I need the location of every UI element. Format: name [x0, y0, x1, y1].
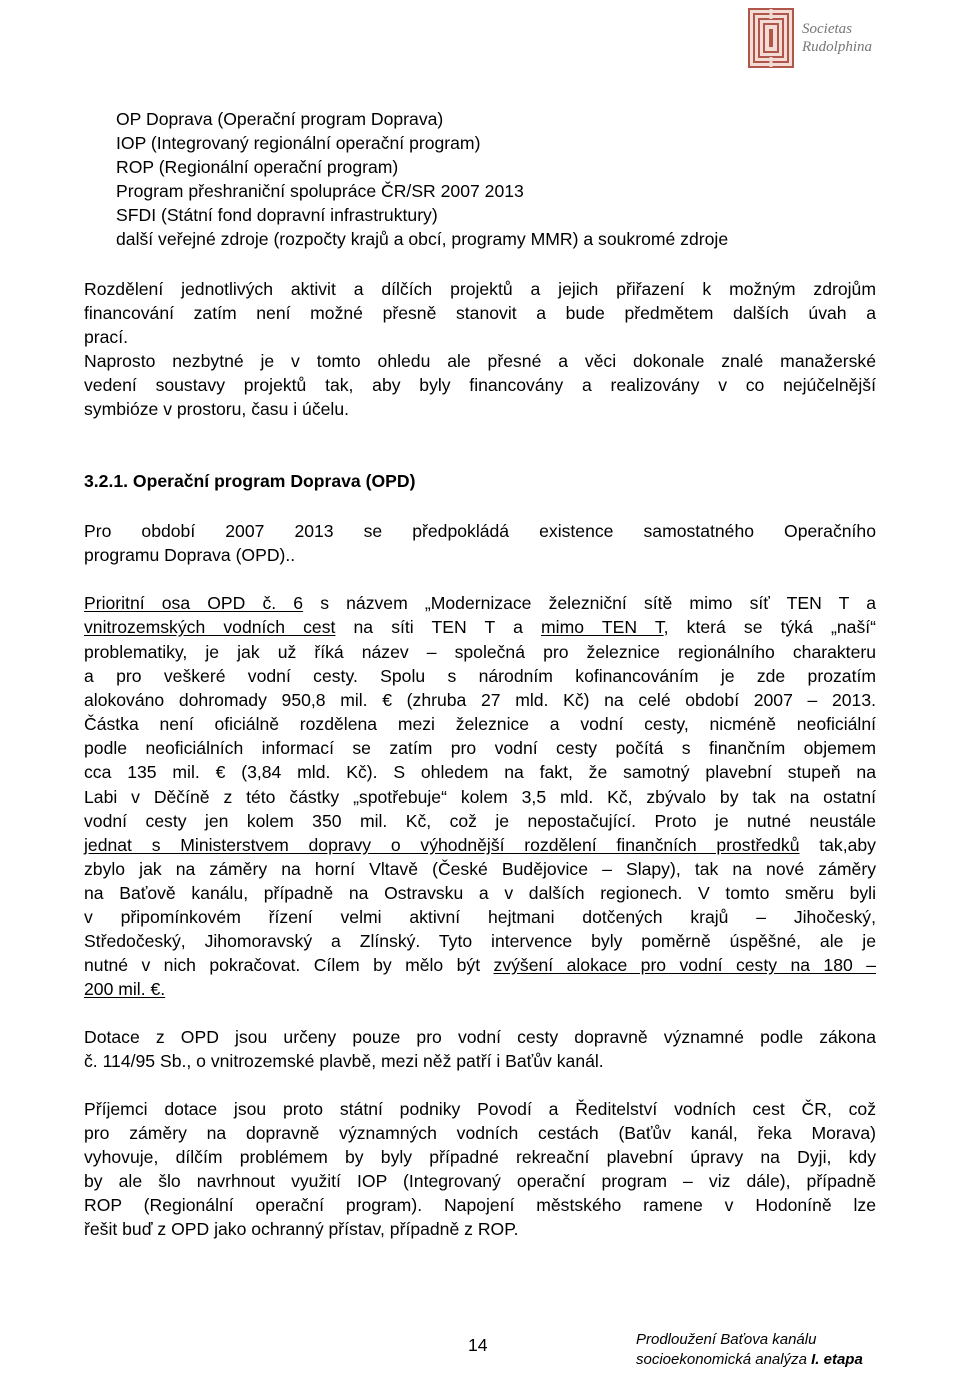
funding-source-item: další veřejné zdroje (rozpočty krajů a obcí, programy MMR) a soukromé zdroje	[116, 229, 729, 249]
logo-line-1: Societas	[802, 21, 852, 37]
paragraph-line	[84, 592, 876, 614]
paragraph-line: zbylo jak na záměry na horní Vltavě (České Budějovice – Slapy), tak na nové záměry	[84, 859, 876, 879]
priority-axis-link-text: Prioritní osa OPD č. 6	[84, 593, 304, 613]
paragraph-line: Částka není oficiálně rozdělena mezi železnice a vodní cesty, nicméně neoficiální	[84, 714, 876, 734]
paragraph-line: řešit buď z OPD jako ochranný přístav, případně z ROP.	[84, 1219, 519, 1239]
paragraph-line: vyhovuje, dílčím problémem by byly případné rekreační plavební úpravy na Dyji, kdy	[84, 1147, 876, 1167]
funding-source-item: OP Doprava (Operační program Doprava)	[116, 109, 444, 129]
societas-logo	[748, 8, 888, 68]
funding-source-item: IOP (Integrovaný regionální operační program)	[116, 133, 481, 153]
paragraph-line: podle neoficiálních informací se zatím pro vodní cesty počítá s finančním objemem	[84, 738, 876, 758]
paragraph-line: financování zatím není možné přesně stanovit a bude předmětem dalších úvah a	[84, 303, 876, 323]
paragraph-line	[84, 978, 165, 1000]
paragraph-text: , která se týká „naší“	[663, 617, 876, 637]
paragraph-line: č. 114/95 Sb., o vnitrozemské plavbě, mezi něž patří i Baťův kanál.	[84, 1051, 604, 1071]
paragraph-text: tak,aby	[799, 835, 876, 855]
paragraph-line: vodní cesty jen kolem 350 mil. Kč, což je nepostačující. Proto je nutné neustále	[84, 811, 876, 831]
funding-source-item: Program přeshraniční spolupráce ČR/SR 2007 2013	[116, 181, 524, 201]
paragraph-line: Pro období 2007 2013 se předpokládá existence samostatného Operačního	[84, 521, 876, 541]
paragraph-line: Rozdělení jednotlivých aktivit a dílčích projektů a jejich přiřazení k možným zdrojům	[84, 279, 876, 299]
page-number: 14	[468, 1335, 488, 1355]
funding-source-item: SFDI (Státní fond dopravní infrastruktury)	[116, 205, 438, 225]
paragraph-line: symbióze v prostoru, času i účelu.	[84, 399, 349, 419]
paragraph-line: pro záměry na dopravně významných vodních cestách (Baťův kanál, řeka Morava)	[84, 1123, 876, 1143]
footer-stage: I. etapa	[811, 1351, 863, 1368]
paragraph-line: Dotace z OPD jsou určeny pouze pro vodní cesty dopravně významné podle zákona	[84, 1027, 876, 1047]
underlined-text: zvýšení alokace pro vodní cesty na 180 –	[493, 955, 876, 975]
paragraph-line: vedení soustavy projektů tak, aby byly financovány a realizovány v co nejúčelnější	[84, 375, 876, 395]
paragraph-line: programu Doprava (OPD)..	[84, 545, 296, 565]
paragraph-text: nutné v nich pokračovat. Cílem by mělo být	[84, 955, 494, 975]
footer-title-line: Prodloužení Baťova kanálu	[636, 1331, 817, 1348]
logo-line-2: Rudolphina	[802, 39, 872, 55]
underlined-text: jednat s Ministerstvem dopravy o výhodnější rozdělení finančních prostředků	[84, 835, 800, 855]
paragraph-line: by ale šlo navrhnout využití IOP (Integrovaný operační program – viz dále), případně	[84, 1171, 876, 1191]
paragraph-line: cca 135 mil. € (3,84 mld. Kč). S ohledem na fakt, že samotný plavební stupeň na	[84, 762, 876, 782]
paragraph-line: prací.	[84, 327, 129, 347]
paragraph-line: v připomínkovém řízení velmi aktivní hejtmani dotčených krajů – Jihočeský,	[84, 907, 876, 927]
paragraph-text: na síti TEN T a	[335, 617, 542, 637]
paragraph-line	[84, 954, 876, 976]
paragraph-line: a pro veškeré vodní cesty. Spolu s národním kofinancováním je zde prozatím	[84, 666, 876, 686]
paragraph-line: Labi v Děčíně z této částky „spotřebuje“ kolem 3,5 mld. Kč, zbývalo by tak na ostatní	[84, 787, 876, 807]
footer-title-line	[636, 1350, 863, 1370]
paragraph-line: na Baťově kanálu, případně na Ostravsku a v dalších regionech. V tomto směru byli	[84, 883, 876, 903]
footer-subtitle: socioekonomická analýza	[636, 1351, 807, 1368]
paragraph-line: Naprosto nezbytné je v tomto ohledu ale přesné a věci dokonale znalé manažerské	[84, 351, 876, 371]
paragraph-line: ROP (Regionální operační program). Napojení městského ramene v Hodoníně lze	[84, 1195, 876, 1215]
underlined-text: 200 mil. €.	[84, 979, 166, 999]
underlined-text: vnitrozemských vodních cest	[84, 617, 336, 637]
paragraph-line: alokováno dohromady 950,8 mil. € (zhruba 27 mld. Kč) na celé období 2007 – 2013.	[84, 690, 876, 710]
paragraph-line	[84, 834, 876, 856]
paragraph-text: s názvem „Modernizace železniční sítě mimo síť TEN T a	[303, 593, 876, 613]
paragraph-line	[84, 616, 876, 638]
footer-title	[636, 1330, 863, 1370]
section-heading: 3.2.1. Operační program Doprava (OPD)	[84, 471, 416, 491]
logo-wordmark	[802, 20, 872, 56]
funding-source-item: ROP (Regionální operační program)	[116, 157, 399, 177]
labyrinth-logo-icon	[748, 8, 794, 68]
paragraph-line: problematiky, je jak už říká název – společná pro železnice regionálního charakteru	[84, 642, 876, 662]
paragraph-line: Středočeský, Jihomoravský a Zlínský. Tyto intervence byly poměrně úspěšné, ale je	[84, 931, 876, 951]
paragraph-line: Příjemci dotace jsou proto státní podniky Povodí a Ředitelství vodních cest ČR, což	[84, 1099, 876, 1119]
underlined-text: mimo TEN T	[541, 617, 664, 637]
